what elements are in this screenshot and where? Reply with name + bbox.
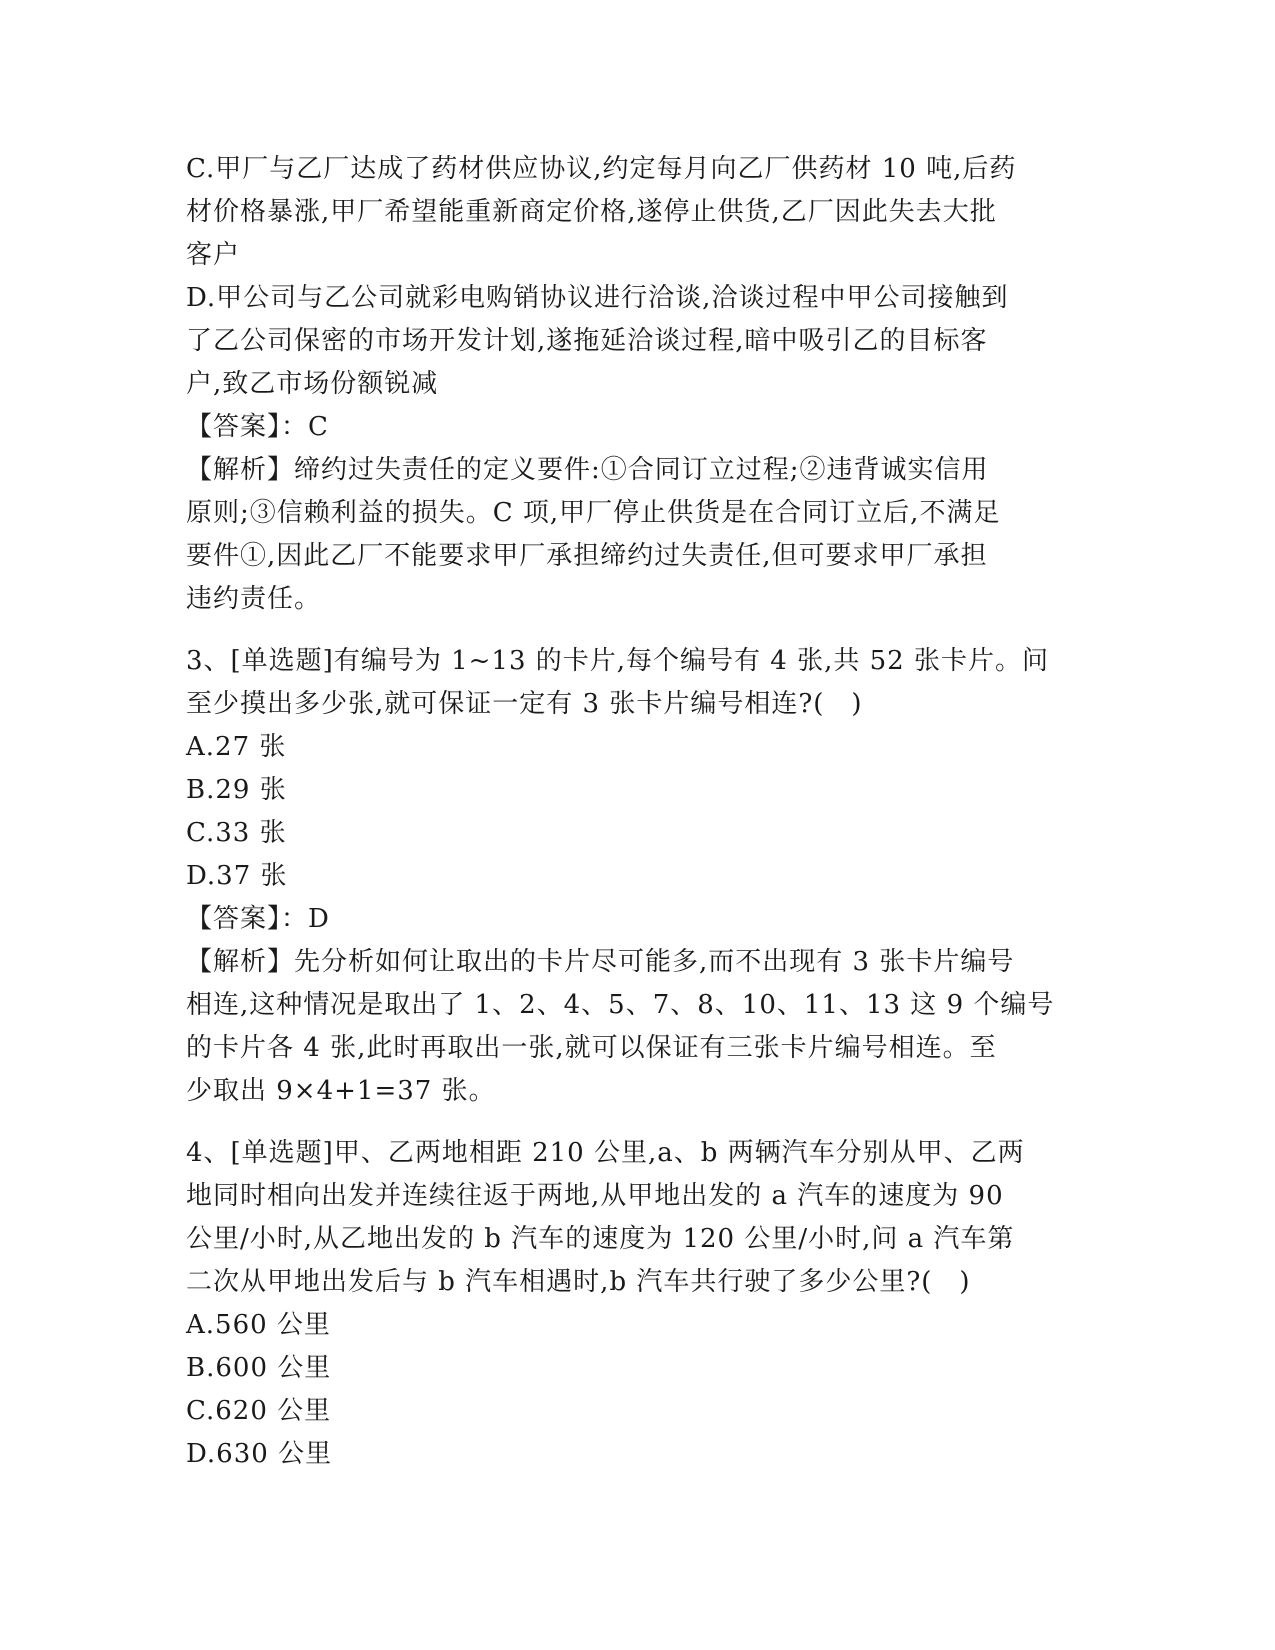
text-line: 的卡片各 4 张,此时再取出一张,就可以保证有三张卡片编号相连。至 [186,1033,997,1063]
text-line: 原则;③信赖利益的损失。C 项,甲厂停止供货是在合同订立后,不满足 [186,498,1001,528]
text-line: 【解析】缔约过失责任的定义要件:①合同订立过程;②违背诚实信用 [186,455,989,485]
q2-option-d [186,277,1086,406]
section-gap [186,621,1086,640]
text-line: 相连,这种情况是取出了 1、2、4、5、7、8、10、11、13 这 9 个编号 [186,990,1055,1020]
text-line: D.甲公司与乙公司就彩电购销协议进行洽谈,洽谈过程中甲公司接触到 [186,283,1009,313]
q4-option-b: B.600 公里 [186,1353,332,1383]
document-page [186,148,1086,1476]
text-line: 公里/小时,从乙地出发的 b 汽车的速度为 120 公里/小时,问 a 汽车第 [186,1224,1015,1254]
text-line: 至少摸出多少张,就可保证一定有 3 张卡片编号相连?( ) [186,689,863,719]
q4-option-d: D.630 公里 [186,1439,333,1469]
q3-stem [186,640,1086,726]
q4-stem [186,1132,1086,1304]
text-line: 户,致乙市场份额锐减 [186,369,439,399]
text-line: 地同时相向出发并连续往返于两地,从甲地出发的 a 汽车的速度为 90 [186,1181,1004,1211]
q4-option-a: A.560 公里 [186,1310,331,1340]
q4-option-c: C.620 公里 [186,1396,332,1426]
q4-options [186,1304,1086,1476]
q3-option-a: A.27 张 [186,732,287,762]
text-line: C.甲厂与乙厂达成了药材供应协议,约定每月向乙厂供药材 10 吨,后药 [186,154,1017,184]
text-line: 【解析】先分析如何让取出的卡片尽可能多,而不出现有 3 张卡片编号 [186,947,1015,977]
text-line: 少取出 9×4+1=37 张。 [186,1076,496,1106]
q2-analysis [186,449,1086,621]
q3-option-d: D.37 张 [186,861,288,891]
q3-option-b: B.29 张 [186,775,287,805]
text-line: 4、[单选题]甲、乙两地相距 210 公里,a、b 两辆汽车分别从甲、乙两 [186,1138,1025,1168]
text-line: 3、[单选题]有编号为 1~13 的卡片,每个编号有 4 张,共 52 张卡片。问 [186,646,1049,676]
text-line: 要件①,因此乙厂不能要求甲厂承担缔约过失责任,但可要求甲厂承担 [186,541,988,571]
text-line: 违约责任。 [186,584,322,614]
q3-options [186,726,1086,898]
section-gap [186,1113,1086,1132]
text-line: 二次从甲地出发后与 b 汽车相遇时,b 汽车共行驶了多少公里?( ) [186,1267,971,1297]
text-line: 客户 [186,240,241,270]
q3-option-c: C.33 张 [186,818,287,848]
q2-answer: 【答案】：C [186,412,329,442]
q3-analysis [186,941,1086,1113]
text-line: 了乙公司保密的市场开发计划,遂拖延洽谈过程,暗中吸引乙的目标客 [186,326,988,356]
text-line: 材价格暴涨,甲厂希望能重新商定价格,遂停止供货,乙厂因此失去大批 [186,197,997,227]
q3-answer: 【答案】：D [186,904,330,934]
q2-option-c [186,148,1086,277]
